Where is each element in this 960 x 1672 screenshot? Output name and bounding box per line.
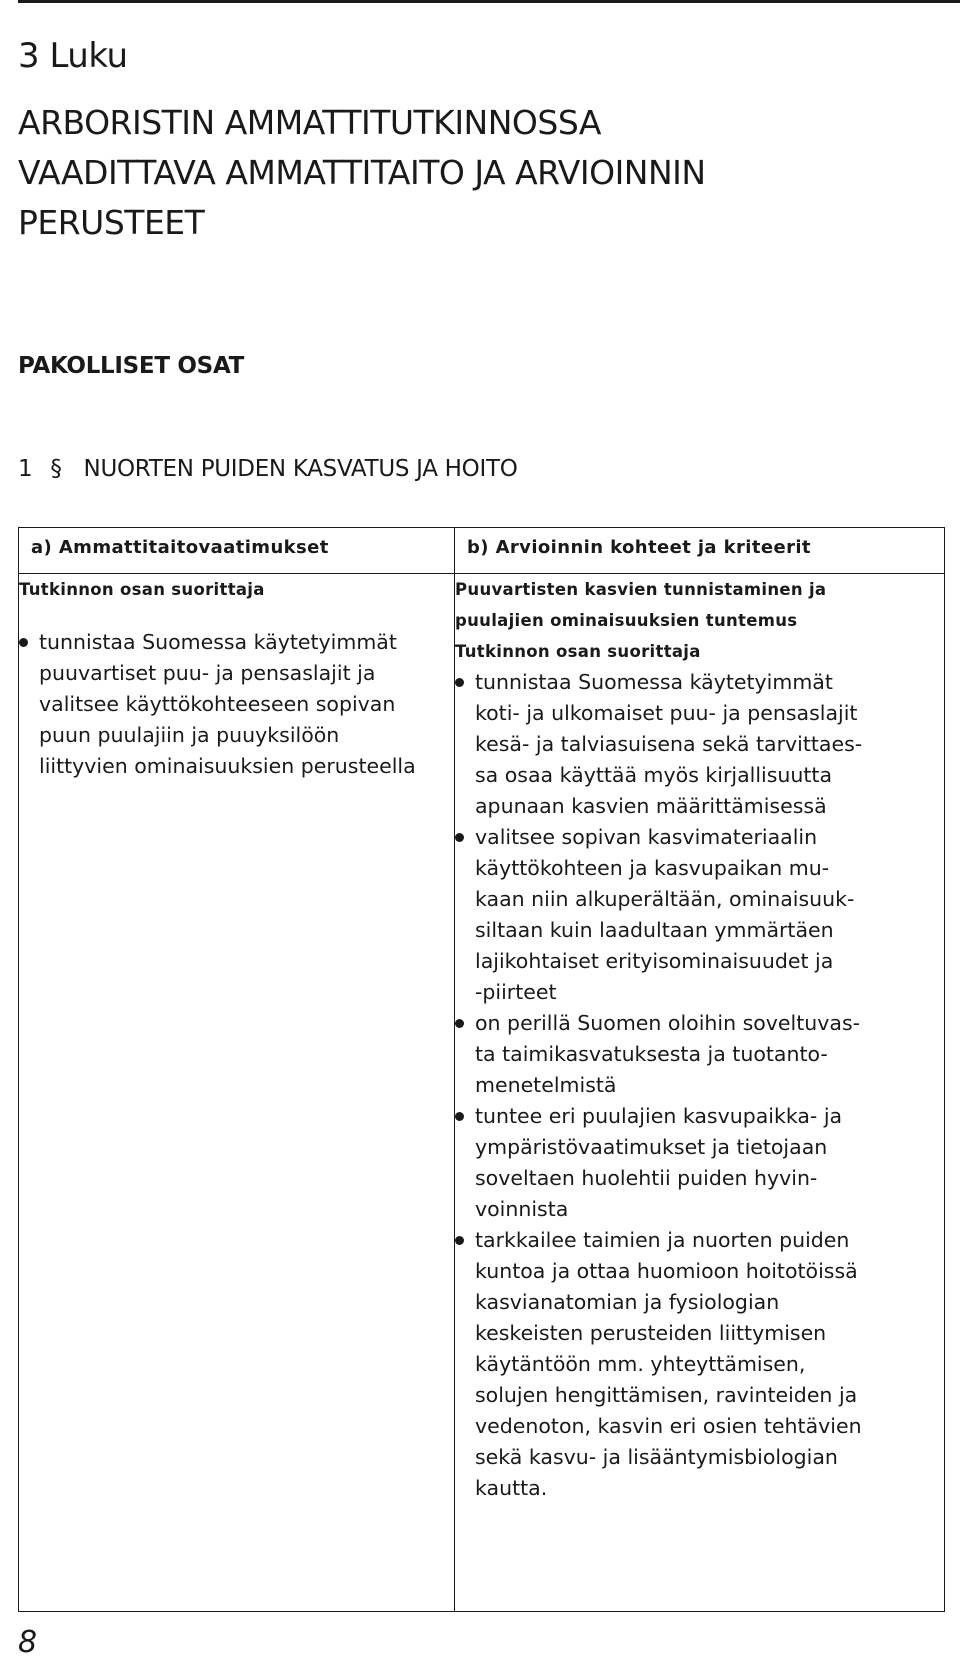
list-item-line: soveltaen huolehtii puiden hyvin-	[475, 1166, 818, 1190]
list-item-line: tarkkailee taimien ja nuorten puiden	[475, 1228, 850, 1252]
left-column-header: a) Ammattitaitovaatimukset	[19, 528, 455, 574]
page-number: 8	[18, 1625, 38, 1660]
list-item-line: kesä- ja talviasuisena sekä tarvittaes-	[475, 732, 863, 756]
list-item-line: on perillä Suomen oloihin soveltuvas-	[475, 1011, 861, 1035]
list-item-line: tunnistaa Suomessa käytetyimmät	[39, 630, 397, 654]
list-item-line: kautta.	[475, 1476, 548, 1500]
bullet-icon	[455, 1019, 464, 1028]
list-item-line: kuntoa ja ottaa huomioon hoitotöissä	[475, 1259, 858, 1283]
list-item-line: sa osaa käyttää myös kirjallisuutta	[475, 763, 833, 787]
criteria-table	[18, 527, 945, 1612]
list-item-line: koti- ja ulkomaiset puu- ja pensaslajit	[475, 701, 858, 725]
bullet-icon	[19, 638, 28, 647]
list-item-line: apunaan kasvien määrittämisessä	[475, 794, 827, 818]
title-line: ARBORISTIN AMMATTITUTKINNOSSA	[18, 103, 601, 142]
list-item-line: puuvartiset puu- ja pensaslajit ja	[39, 661, 376, 685]
list-item-line: tuntee eri puulajien kasvupaikka- ja	[475, 1104, 843, 1128]
list-item-line: valitsee sopivan kasvimateriaalin	[475, 825, 818, 849]
list-item	[455, 1225, 944, 1504]
list-item-line: sekä kasvu- ja lisääntymisbiologian	[475, 1445, 838, 1469]
top-rule	[18, 0, 960, 3]
list-item	[455, 1008, 944, 1101]
table-body-row	[19, 574, 945, 1612]
table-header-row	[19, 528, 945, 574]
list-item-line: ta taimikasvatuksesta ja tuotanto-	[475, 1042, 828, 1066]
list-item-line: kaan niin alkuperältään, ominaisuuk-	[475, 887, 855, 911]
bullet-icon	[455, 1112, 464, 1121]
list-item-line: kasvianatomian ja fysiologian	[475, 1290, 780, 1314]
title-line: PERUSTEET	[18, 203, 205, 242]
list-item-line: voinnista	[475, 1197, 569, 1221]
list-item-line: vedenoton, kasvin eri osien tehtävien	[475, 1414, 862, 1438]
list-item-line: käyttökohteen ja kasvupaikan mu-	[475, 856, 830, 880]
list-item-line: solujen hengittämisen, ravinteiden ja	[475, 1383, 858, 1407]
right-role-label: Tutkinnon osan suorittaja	[455, 642, 701, 661]
list-item	[455, 1101, 944, 1225]
left-role-label: Tutkinnon osan suorittaja	[19, 580, 265, 599]
right-column-header: b) Arvioinnin kohteet ja kriteerit	[455, 528, 945, 574]
page-title	[18, 98, 918, 248]
paragraph-number: 1	[18, 456, 33, 482]
paragraph-title: NUORTEN PUIDEN KASVATUS JA HOITO	[83, 456, 518, 482]
right-subheading	[455, 574, 944, 636]
bullet-icon	[455, 678, 464, 687]
list-item-line: lajikohtaiset erityisominaisuudet ja	[475, 949, 834, 973]
list-item-line: menetelmistä	[475, 1073, 617, 1097]
list-item	[455, 822, 944, 1008]
list-item-line: valitsee käyttökohteeseen sopivan	[39, 692, 396, 716]
paragraph-heading	[18, 456, 518, 482]
subheading-line: puulajien ominaisuuksien tuntemus	[455, 611, 798, 630]
left-bullet-list	[19, 627, 454, 782]
list-item-line: liittyvien ominaisuuksien perusteella	[39, 754, 416, 778]
title-line: VAADITTAVA AMMATTITAITO JA ARVIOINNIN	[18, 153, 706, 192]
list-item-line: siltaan kuin laadultaan ymmärtäen	[475, 918, 834, 942]
list-item	[19, 627, 454, 782]
section-symbol: §	[50, 456, 62, 482]
list-item-line: puun puulajiin ja puuyksilöön	[39, 723, 340, 747]
list-item-line: käytäntöön mm. yhteyttämisen,	[475, 1352, 806, 1376]
list-item-line: tunnistaa Suomessa käytetyimmät	[475, 670, 833, 694]
list-item-line: ympäristövaatimukset ja tietojaan	[475, 1135, 828, 1159]
right-bullet-list	[455, 667, 944, 1504]
right-cell	[455, 574, 945, 1612]
subheading-line: Puuvartisten kasvien tunnistaminen ja	[455, 580, 827, 599]
chapter-label: 3 Luku	[18, 36, 128, 76]
section-heading: PAKOLLISET OSAT	[18, 353, 245, 379]
left-cell	[19, 574, 455, 1612]
bullet-icon	[455, 833, 464, 842]
list-item-line: -piirteet	[475, 980, 557, 1004]
list-item-line: keskeisten perusteiden liittymisen	[475, 1321, 827, 1345]
bullet-icon	[455, 1236, 464, 1245]
list-item	[455, 667, 944, 822]
